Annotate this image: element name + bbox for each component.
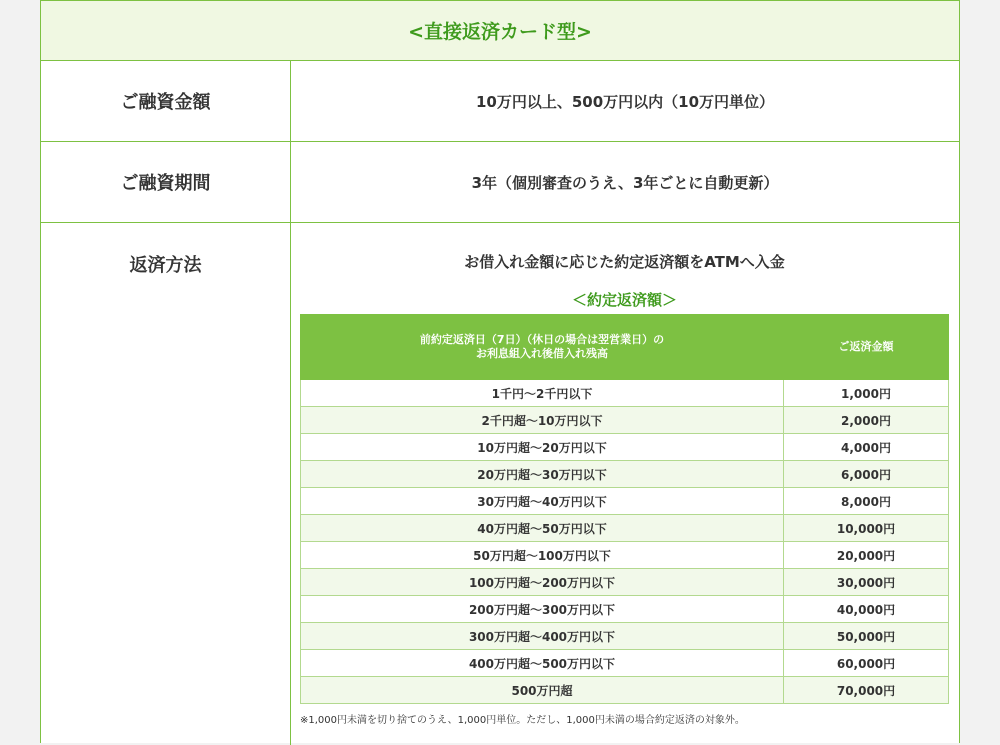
balance-range-cell: 50万円超～100万円以下 (301, 542, 784, 569)
row-loan-period (41, 142, 959, 223)
table-row (301, 677, 949, 704)
header-repayment-amount: ご返済金額 (784, 315, 949, 380)
row-value: 10万円以上、500万円以内（10万円単位） (475, 92, 775, 111)
table-row (301, 488, 949, 515)
repayment-table (300, 314, 949, 704)
repayment-table-title: ＜約定返済額＞ (571, 291, 677, 309)
balance-range-cell: 10万円超～20万円以下 (301, 434, 784, 461)
balance-range-cell: 400万円超～500万円以下 (301, 650, 784, 677)
repayment-amount-cell: 40,000円 (784, 596, 949, 623)
balance-range-cell: 100万円超～200万円以下 (301, 569, 784, 596)
row-repayment-method (41, 223, 959, 745)
table-row (301, 461, 949, 488)
repayment-amount-cell: 2,000円 (784, 407, 949, 434)
repayment-amount-cell: 60,000円 (784, 650, 949, 677)
table-row (301, 407, 949, 434)
balance-range-cell: 1千円～2千円以下 (301, 380, 784, 407)
repayment-details (291, 223, 959, 745)
table-row (301, 434, 949, 461)
repayment-amount-cell: 70,000円 (784, 677, 949, 704)
repayment-amount-cell: 30,000円 (784, 569, 949, 596)
balance-range-cell: 40万円超～50万円以下 (301, 515, 784, 542)
row-loan-amount (41, 61, 959, 142)
table-row (301, 650, 949, 677)
row-label: 返済方法 (41, 223, 291, 745)
header-balance-line2: お利息組入れ後借入れ残高 (476, 347, 608, 360)
repayment-description: お借入れ金額に応じた約定返済額をATMへ入金 (464, 253, 785, 271)
header-balance-line1: 前約定返済日（7日）（休日の場合は翌営業日）の (419, 333, 665, 346)
balance-range-cell: 200万円超～300万円以下 (301, 596, 784, 623)
balance-range-cell: 500万円超 (301, 677, 784, 704)
repayment-amount-cell: 1,000円 (784, 380, 949, 407)
footnote: ※1,000円未満を切り捨てのうえ、1,000円単位。ただし、1,000円未満の場合約定返済の対象外。 (300, 715, 745, 726)
section-title (41, 1, 959, 61)
repayment-amount-cell: 10,000円 (784, 515, 949, 542)
header-balance (301, 315, 784, 380)
repayment-table-body (301, 380, 949, 704)
repayment-amount-cell: 20,000円 (784, 542, 949, 569)
row-label: ご融資金額 (41, 61, 291, 141)
repayment-amount-cell: 8,000円 (784, 488, 949, 515)
table-row (301, 623, 949, 650)
loan-info-panel (40, 0, 960, 743)
repayment-amount-cell: 6,000円 (784, 461, 949, 488)
table-row (301, 542, 949, 569)
balance-range-cell: 2千円超～10万円以下 (301, 407, 784, 434)
balance-range-cell: 20万円超～30万円以下 (301, 461, 784, 488)
table-header-row (301, 315, 949, 380)
section-title-text: <直接返済カード型> (408, 21, 592, 43)
balance-range-cell: 30万円超～40万円以下 (301, 488, 784, 515)
repayment-amount-cell: 50,000円 (784, 623, 949, 650)
table-row (301, 569, 949, 596)
table-row (301, 596, 949, 623)
row-label: ご融資期間 (41, 142, 291, 222)
table-row (301, 380, 949, 407)
balance-range-cell: 300万円超～400万円以下 (301, 623, 784, 650)
table-row (301, 515, 949, 542)
row-value: 3年（個別審査のうえ、3年ごとに自動更新） (471, 173, 779, 192)
repayment-amount-cell: 4,000円 (784, 434, 949, 461)
